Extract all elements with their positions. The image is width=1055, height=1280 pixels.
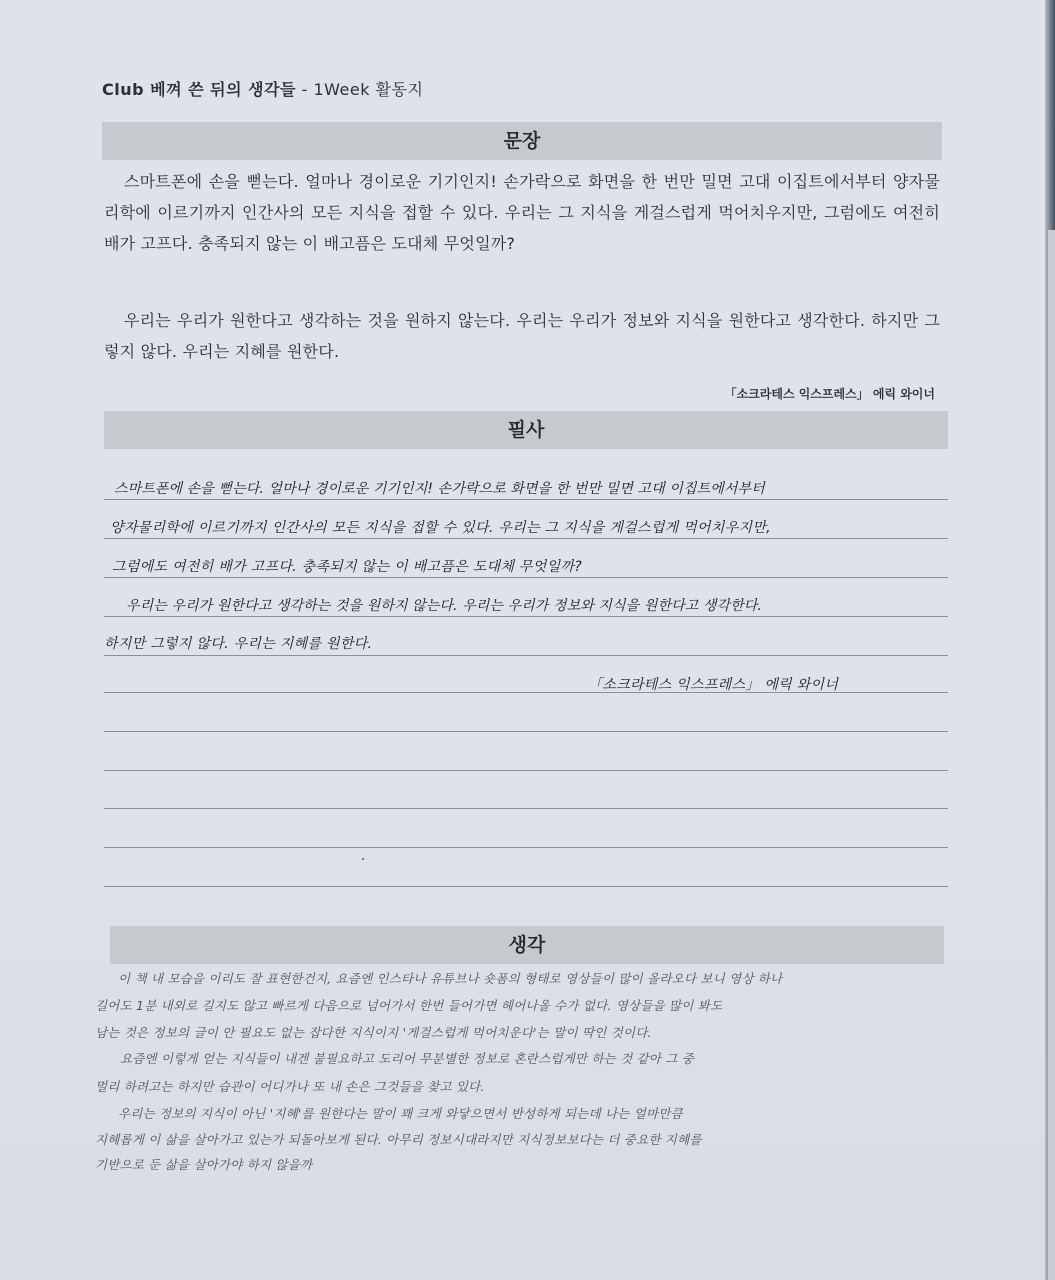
ruled-line bbox=[104, 808, 948, 809]
handwritten-copy-line: 스마트폰에 손을 뻗는다. 얼마나 경이로운 기기인지! 손가락으로 화면을 한 번만 밀면 고대 이집트에서부터 bbox=[114, 481, 765, 497]
passage-paragraph-2: 우리는 우리가 원한다고 생각하는 것을 원하지 않는다. 우리는 우리가 정보와 지식을 원한다고 생각한다. 하지만 그렇지 않다. 우리는 지혜를 원한다. bbox=[104, 311, 940, 361]
handwritten-thought-line: 남는 것은 정보의 글이 안 필요도 없는 잡다한 지식이지 '게걸스럽게 먹어치운다'는 말이 딱인 것이다. bbox=[95, 1025, 652, 1040]
section-header-thought: 생각 bbox=[110, 926, 944, 964]
ruled-line bbox=[104, 577, 948, 578]
handwritten-thought-line: 길어도 1분 내외로 길지도 않고 빠르게 다음으로 넘어가서 한번 들어가면 헤어나올 수가 없다. 영상들을 많이 봐도 bbox=[95, 998, 723, 1013]
ruled-line bbox=[104, 847, 948, 848]
handwritten-copy-line: 양자물리학에 이르기까지 인간사의 모든 지식을 접할 수 있다. 우리는 그 지식을 게걸스럽게 먹어치우지만, bbox=[110, 520, 771, 536]
page-edge bbox=[1048, 230, 1055, 1280]
handwritten-copy-line: 우리는 우리가 원한다고 생각하는 것을 원하지 않는다. 우리는 우리가 정보와 지식을 원한다고 생각한다. bbox=[126, 598, 762, 614]
ruled-line bbox=[104, 499, 948, 500]
handwritten-thought-line: 기반으로 둔 삶을 살아가야 하지 않을까 bbox=[95, 1157, 313, 1172]
ruled-line bbox=[104, 886, 948, 887]
ruled-line bbox=[104, 655, 948, 656]
header-subtitle: - 1Week 활동지 bbox=[296, 80, 424, 99]
section-header-copy: 필사 bbox=[104, 411, 948, 449]
handwritten-copy-source: 「소크라테스 익스프레스」 에릭 와이너 bbox=[588, 677, 839, 693]
section-header-sentence: 문장 bbox=[102, 122, 942, 160]
passage-paragraph-1: 스마트폰에 손을 뻗는다. 얼마나 경이로운 기기인지! 손가락으로 화면을 한 번만 밀면 고대 이집트에서부터 양자물리학에 이르기까지 인간사의 모든 지식을 접할 수 있다. 우리는 그 지식을 게걸스럽게 먹어치우지만, 그럼에도 여전히 배가 고프다. 충족되지 않는 이 배고픔은 도대체 무엇일까? bbox=[104, 172, 940, 253]
handwritten-copy-line: 그럼에도 여전히 배가 고프다. 충족되지 않는 이 배고픔은 도대체 무엇일까? bbox=[112, 559, 582, 575]
handwritten-thought-line: 멀리 하려고는 하지만 습관이 어디가나 또 내 손은 그것들을 찾고 있다. bbox=[95, 1079, 485, 1094]
passage-source: 「소크라테스 익스프레스」 에릭 와이너 bbox=[724, 387, 935, 401]
header-title: Club 베껴 쓴 뒤의 생각들 bbox=[102, 80, 296, 99]
paper-speck bbox=[362, 858, 364, 860]
handwritten-thought-line: 이 책 내 모습을 이리도 잘 표현한건지, 요즘엔 인스타나 유튜브나 숏폼의 형태로 영상들이 많이 올라오다 보니 영상 하나 bbox=[118, 971, 783, 986]
ruled-line bbox=[104, 770, 948, 771]
ruled-line bbox=[104, 538, 948, 539]
handwritten-thought-line: 요즘엔 이렇게 얻는 지식들이 내겐 불필요하고 도리어 무분별한 정보로 혼란스럽게만 하는 것 같아 그 중 bbox=[120, 1051, 694, 1066]
handwritten-thought-line: 우리는 정보의 지식이 아닌 '지혜'를 원한다는 말이 꽤 크게 와닿으면서 반성하게 되는데 나는 얼마만큼 bbox=[118, 1106, 683, 1121]
worksheet-header bbox=[102, 77, 423, 100]
handwritten-copy-line: 하지만 그렇지 않다. 우리는 지혜를 원한다. bbox=[104, 636, 373, 652]
ruled-line bbox=[104, 731, 948, 732]
handwritten-thought-line: 지혜롭게 이 삶을 살아가고 있는가 되돌아보게 된다. 아무리 정보시대라지만 지식정보보다는 더 중요한 지혜를 bbox=[95, 1132, 702, 1147]
ruled-line bbox=[104, 616, 948, 617]
